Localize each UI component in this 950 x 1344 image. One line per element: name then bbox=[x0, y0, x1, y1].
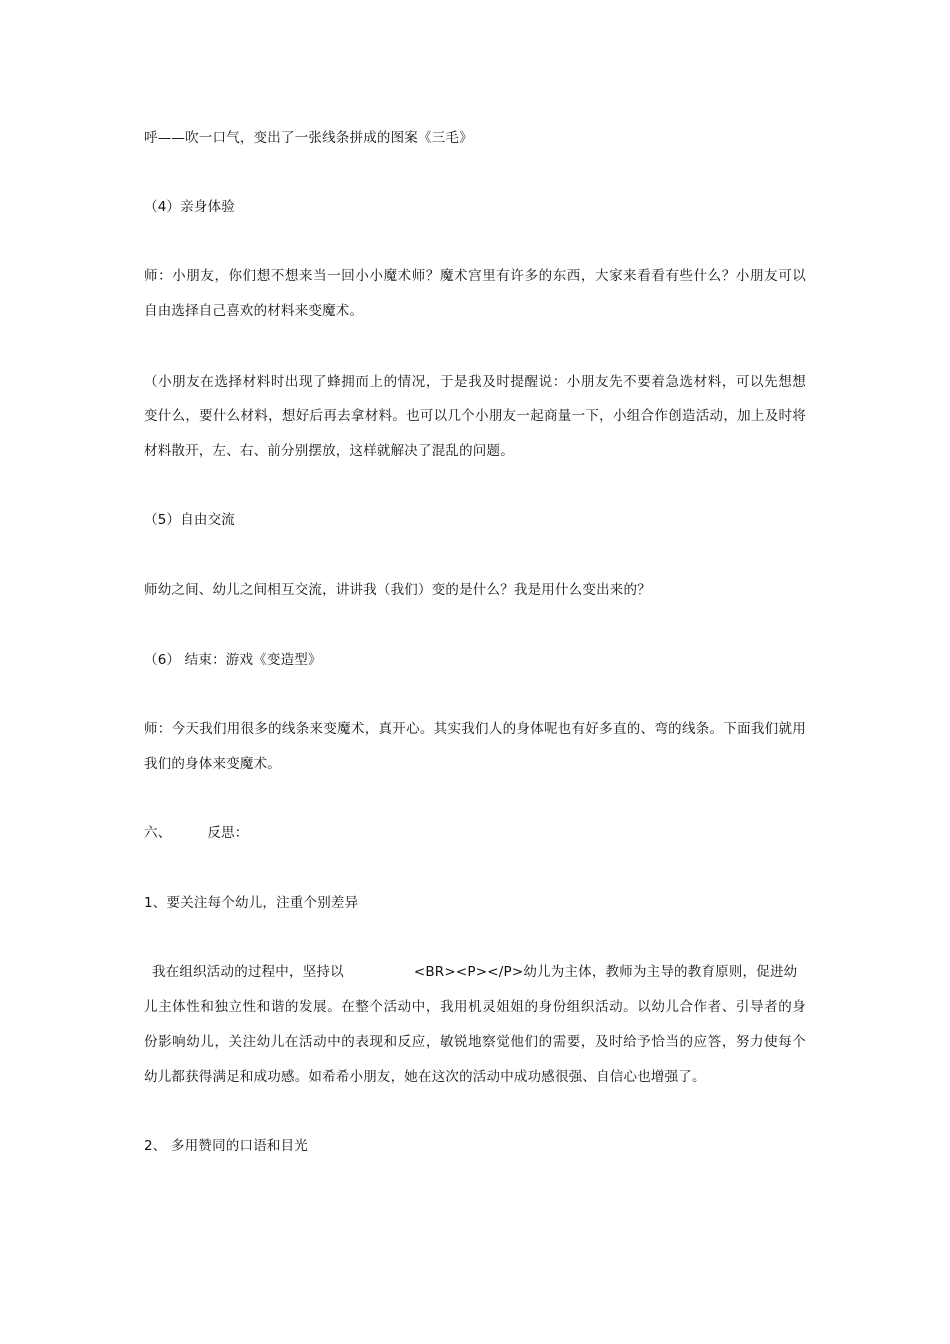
paragraph-line: 自由选择自己喜欢的材料来变魔术。 bbox=[144, 303, 364, 319]
paragraph-line: 材料散开，左、右、前分别摆放，这样就解决了混乱的问题。 bbox=[144, 443, 514, 459]
paragraph-line: 变什么，要什么材料，想好后再去拿材料。也可以几个小朋友一起商量一下，小组合作创造活动，加上及时将 bbox=[144, 408, 806, 424]
section-title: 反思： bbox=[207, 825, 249, 841]
paragraph-line: 份影响幼儿，关注幼儿在活动中的表现和反应，敏锐地察觉他们的需要，及时给予恰当的应答，努力使每个 bbox=[144, 1034, 806, 1050]
paragraph-line: 我们的身体来变魔术。 bbox=[144, 756, 281, 772]
paragraph-line: 儿主体性和独立性和谐的发展。在整个活动中，我用机灵姐姐的身份组织活动。以幼儿合作者、引导者的身 bbox=[144, 999, 806, 1015]
section-heading-5: （5）自由交流 bbox=[144, 512, 235, 528]
paragraph-line: 幼儿都获得满足和成功感。如希希小朋友，她在这次的活动中成功感很强、自信心也增强了。 bbox=[144, 1069, 706, 1085]
paragraph-line: 呼——吹一口气，变出了一张线条拼成的图案《三毛》 bbox=[144, 130, 473, 146]
section-heading-4: （4）亲身体验 bbox=[144, 199, 235, 215]
paragraph-line: 师：小朋友，你们想不想来当一回小小魔术师？魔术宫里有许多的东西，大家来看看有些什么？小朋友可以 bbox=[144, 268, 806, 284]
paragraph-text: <BR><P></P>幼儿为主体，教师为主导的教育原则，促进幼 bbox=[413, 964, 798, 980]
paragraph-line bbox=[144, 962, 806, 982]
subheading-2: 2、 多用赞同的口语和目光 bbox=[144, 1138, 308, 1154]
section-heading-6: （6） 结束：游戏《变造型》 bbox=[144, 652, 322, 668]
paragraph-text: 我在组织活动的过程中，坚持以 bbox=[152, 964, 344, 980]
paragraph-line: （小朋友在选择材料时出现了蜂拥而上的情况，于是我及时提醒说：小朋友先不要着急选材料，可以先想想 bbox=[144, 374, 806, 390]
section-heading-reflection bbox=[144, 823, 814, 843]
paragraph-line: 师幼之间、幼儿之间相互交流，讲讲我（我们）变的是什么？我是用什么变出来的？ bbox=[144, 582, 651, 598]
subheading-1: 1、要关注每个幼儿，注重个别差异 bbox=[144, 895, 359, 911]
section-number: 六、 bbox=[144, 825, 172, 841]
paragraph-line: 师：今天我们用很多的线条来变魔术，真开心。其实我们人的身体呢也有好多直的、弯的线条。下面我们就用 bbox=[144, 721, 806, 737]
